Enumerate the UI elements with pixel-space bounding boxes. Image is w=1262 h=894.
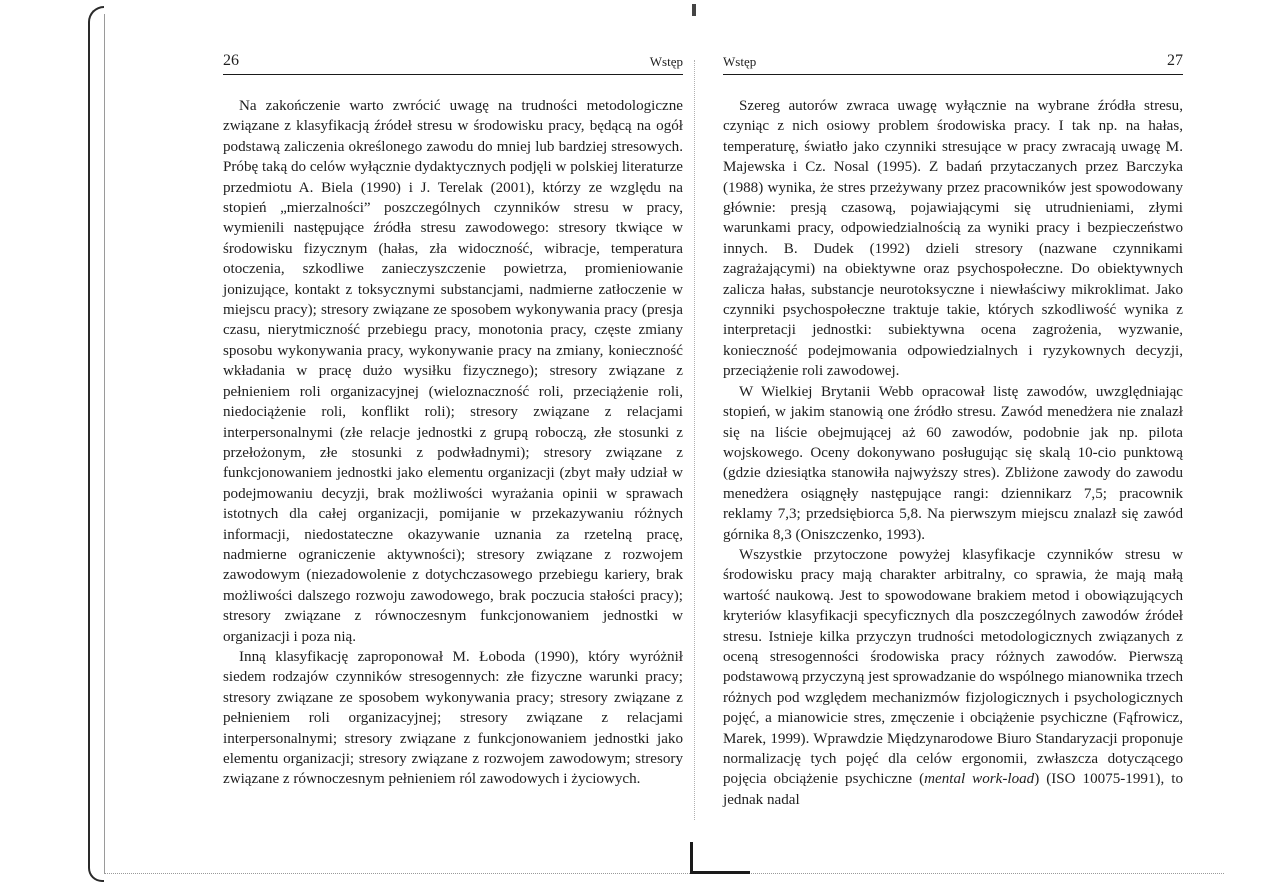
scan-bottom-edge: [104, 873, 1224, 875]
paragraph: Szereg autorów zwraca uwagę wyłącznie na wybrane źródła stresu, czyniąc z nich osiowy problem środowiska pracy. I tak np. na hałas, temperaturę, światło jako czynniki stresujące w pracy zwracają uwagę M. Majewska i Cz. Nosal (1995). Z badań przytaczanych przez Barczyka (1988) wynika, że stres przeżywany przez pracowników jest spowodowany głównie: presją czasową, pojawiającymi się utrudnieniami, złymi warunkami pracy, odpowiedzialnością za wyniki pracy i bezpieczeństwo innych. B. Dudek (1992) dzieli stresory (nazwane czynnikami zagrażającymi) na obiektywne oraz psychospołeczne. Do obiektywnych zalicza hałas, substancje neurotoksyczne i niewłaściwy mikroklimat. Jako czynniki psychospołeczne traktuje takie, których szkodliwość wynika z interpretacji jednostki: subiektywna ocena zagrożenia, wyzwanie, konieczność podejmowania odpowiedzialnych i ryzykownych decyzji, przeciążenie roli zawodowej.: [723, 98, 1183, 380]
book-spine: [690, 842, 693, 874]
page-body: [223, 96, 683, 790]
book-spine-foot: [690, 871, 750, 874]
page-number: 27: [1167, 52, 1183, 69]
page-number: 26: [223, 52, 239, 69]
running-head: [223, 52, 683, 75]
paragraph: Inną klasyfikację zaproponował M. Łoboda (1990), który wyróżnił siedem rodzajów czynników stresogennych: złe fizyczne warunki pracy; stresory związane ze sposobem wykonywania pracy; stresory związane z pełnieniem roli organizacyjnej; stresory związane z relacjami interpersonalnymi; stresory związane z funkcjonowaniem jednostki jako elementu organizacji; stresory związane z rozwojem zawodowym; stresory związane z równoczesnym pełnieniem ról zawodowych i życiowych.: [223, 648, 683, 788]
paragraph-text: Wszystkie przytoczone powyżej klasyfikacje czynników stresu w środowisku pracy mają charakter arbitralny, co sprawia, że mają małą wartość naukową. Jest to spowodowane brakiem metod i obowiązujących kryteriów klasyfikacji specyficznych dla poszczególnych zawodów źródeł stresu. Istnieje kilka przyczyn trudności metodologicznych związanych z oceną stresogenności środowiska pracy różnych zawodów. Pierwszą podstawową przyczyną jest sprowadzanie do wspólnego mianownika trzech różnych pod względem mechanizmów fizjologicznych i psychologicznych pojęć, a mianowicie stres, zmęczenie i obciążenie psychiczne (Fąfrowicz, Marek, 1999). Wprawdzie Międzynarodowe Biuro Standaryzacji proponuje normalizację tych pojęć dla celów ergonomii, zwłaszcza dotyczącego pojęcia obciążenie psychiczne (: [723, 546, 1183, 788]
book-gutter: [694, 60, 696, 820]
paragraph: [723, 545, 1183, 810]
running-title: Wstęp: [723, 54, 757, 69]
scan-gutter-mark: [692, 4, 696, 16]
scan-page-edge-inner: [104, 14, 105, 874]
running-head: [723, 52, 1183, 75]
scan-page-edge-left: [88, 6, 104, 882]
running-title: Wstęp: [649, 54, 683, 69]
paragraph: W Wielkiej Brytanii Webb opracował listę zawodów, uwzględniając stopień, w jakim stanowią one źródło stresu. Zawód menedżera nie znalazł się na liście obejmującej aż 60 zawodów, podobnie jak np. pilota wojskowego. Oceny dokonywano posługując się skalą 10-cio punktową (gdzie dziesiątka stanowiła najwyższy stres). Zbliżone zawody do zawodu menedżera osiągnęły następujące rangi: dziennikarz 7,5; pracownik reklamy 7,3; przedsiębiorca 5,8. Na pierwszym miejscu znalazł się zawód górnika 8,3 (Oniszczenko, 1993).: [723, 383, 1183, 543]
page-body: [723, 96, 1183, 810]
paragraph: Na zakończenie warto zwrócić uwagę na trudności metodologiczne związane z klasyfikacją źródeł stresu w środowisku pracy, będącą na ogół podstawą zaliczenia określonego zawodu do mniej lub bardziej stresowych. Próbę taką do celów wyłącznie dydaktycznych podjęli w polskiej literaturze przedmiotu A. Biela (1990) i J. Terelak (2001), którzy ze względu na stopień „mierzalności” poszczególnych czynników stresu w pracy, wymienili następujące źródła stresu zawodowego: stresory tkwiące w środowisku fizycznym (hałas, zła widoczność, wibracje, temperatura otoczenia, szkodliwe zanieczyszczenie powietrza, promieniowanie jonizujące, kontakt z toksycznymi substancjami, nadmierne zatłoczenie w miejscu pracy); stresory związane ze sposobem wykonywania pracy (presja czasu, nierytmiczność przebiegu pracy, monotonia pracy, częste zmiany sposobu wykonywania pracy, wykonywanie pracy na zmiany, konieczność wkładania w pracę dużo wysiłku fizycznego); stresory związane z pełnieniem roli organizacyjnej (wieloznaczność roli, przeciążenie roli, niedociążenie roli, konflikt roli); stresory związane z relacjami interpersonalnymi (złe relacje jednostki z grupą roboczą, złe stosunki z przełożonym, złe stosunki z podwładnymi); stresory związane z funkcjonowaniem jednostki jako elementu organizacji (zbyt mały udział w podejmowaniu decyzji, brak możliwości wyrażania opinii w sprawach istotnych dla całej organizacji, pomijanie w przekazywaniu różnych informacji, niedostateczne okazywanie uznania za rzetelną pracę, nadmierne ograniczenie aktywności); stresory związane z rozwojem zawodowym (niezadowolenie z dotychczasowego przebiegu kariery, brak możliwości dalszego rozwoju zawodowego, brak poczucia stałości pracy); stresory związane z równoczesnym funkcjonowaniem jednostki w organizacji i poza nią.: [223, 98, 683, 645]
paragraph-text: ) (ISO 10075-1991), to jednak nadal: [723, 771, 1183, 808]
italic-term: mental work-load: [924, 771, 1035, 788]
